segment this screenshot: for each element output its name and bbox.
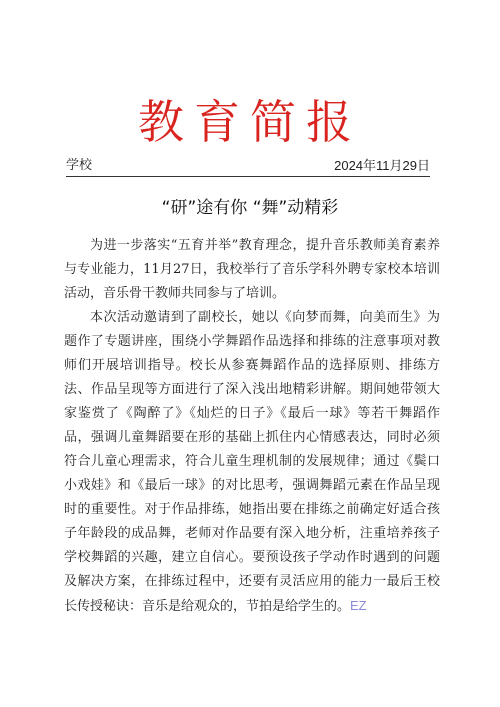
author-signature: EZ [350, 598, 367, 613]
school-label: 学校 [66, 158, 93, 173]
header-divider [66, 176, 430, 177]
bulletin-masthead: 教育简报 [138, 95, 362, 149]
paragraph-2 [64, 306, 440, 619]
paragraph-2-text: 本次活动邀请到了副校长，她以《向梦而舞，向美而生》为题作了专题讲座，围绕小学舞蹈作品选择和排练的注意事项对教师们开展培训指导。校长从参赛舞蹈作品的选择原则、排练方法、作品呈现等方面进行了深入浅出地精彩讲解。期间她带领大家鉴赏了《陶醉了》《灿烂的日子》《最后一球》等若干舞蹈作品，强调儿童舞蹈要在形的基础上抓住内心情感表达，同时必须符合儿童心理需求，符合儿童生理机制的发展规律；通过《鬓口小戏娃》和《最后一球》的对比思考，强调舞蹈元素在作品呈现时的重要性。对于作品排练，她指出要在排练之前确定好适合孩子年龄段的成品舞，老师对作品要有深入地分析，注重培养孩子学校舞蹈的兴趣，建立自信心。要预设孩子学动作时遇到的问题及解决方案，在排练过程中，还要有灵活应用的能力一最后王校长传授秘诀：音乐是给观众的，节拍是给学生的。 [64, 310, 440, 614]
article-body [64, 234, 440, 619]
article-headline: “研”途有你 “舞”动精彩 [161, 198, 339, 218]
issue-date: 2024年11月29日 [334, 158, 430, 173]
meta-row [66, 157, 430, 175]
paragraph-1: 为进一步落实“五育并举”教育理念，提升音乐教师美育素养与专业能力，11月27日，我校举行了音乐学科外聘专家校本培训活动，音乐骨干教师共同参与了培训。 [64, 238, 440, 301]
